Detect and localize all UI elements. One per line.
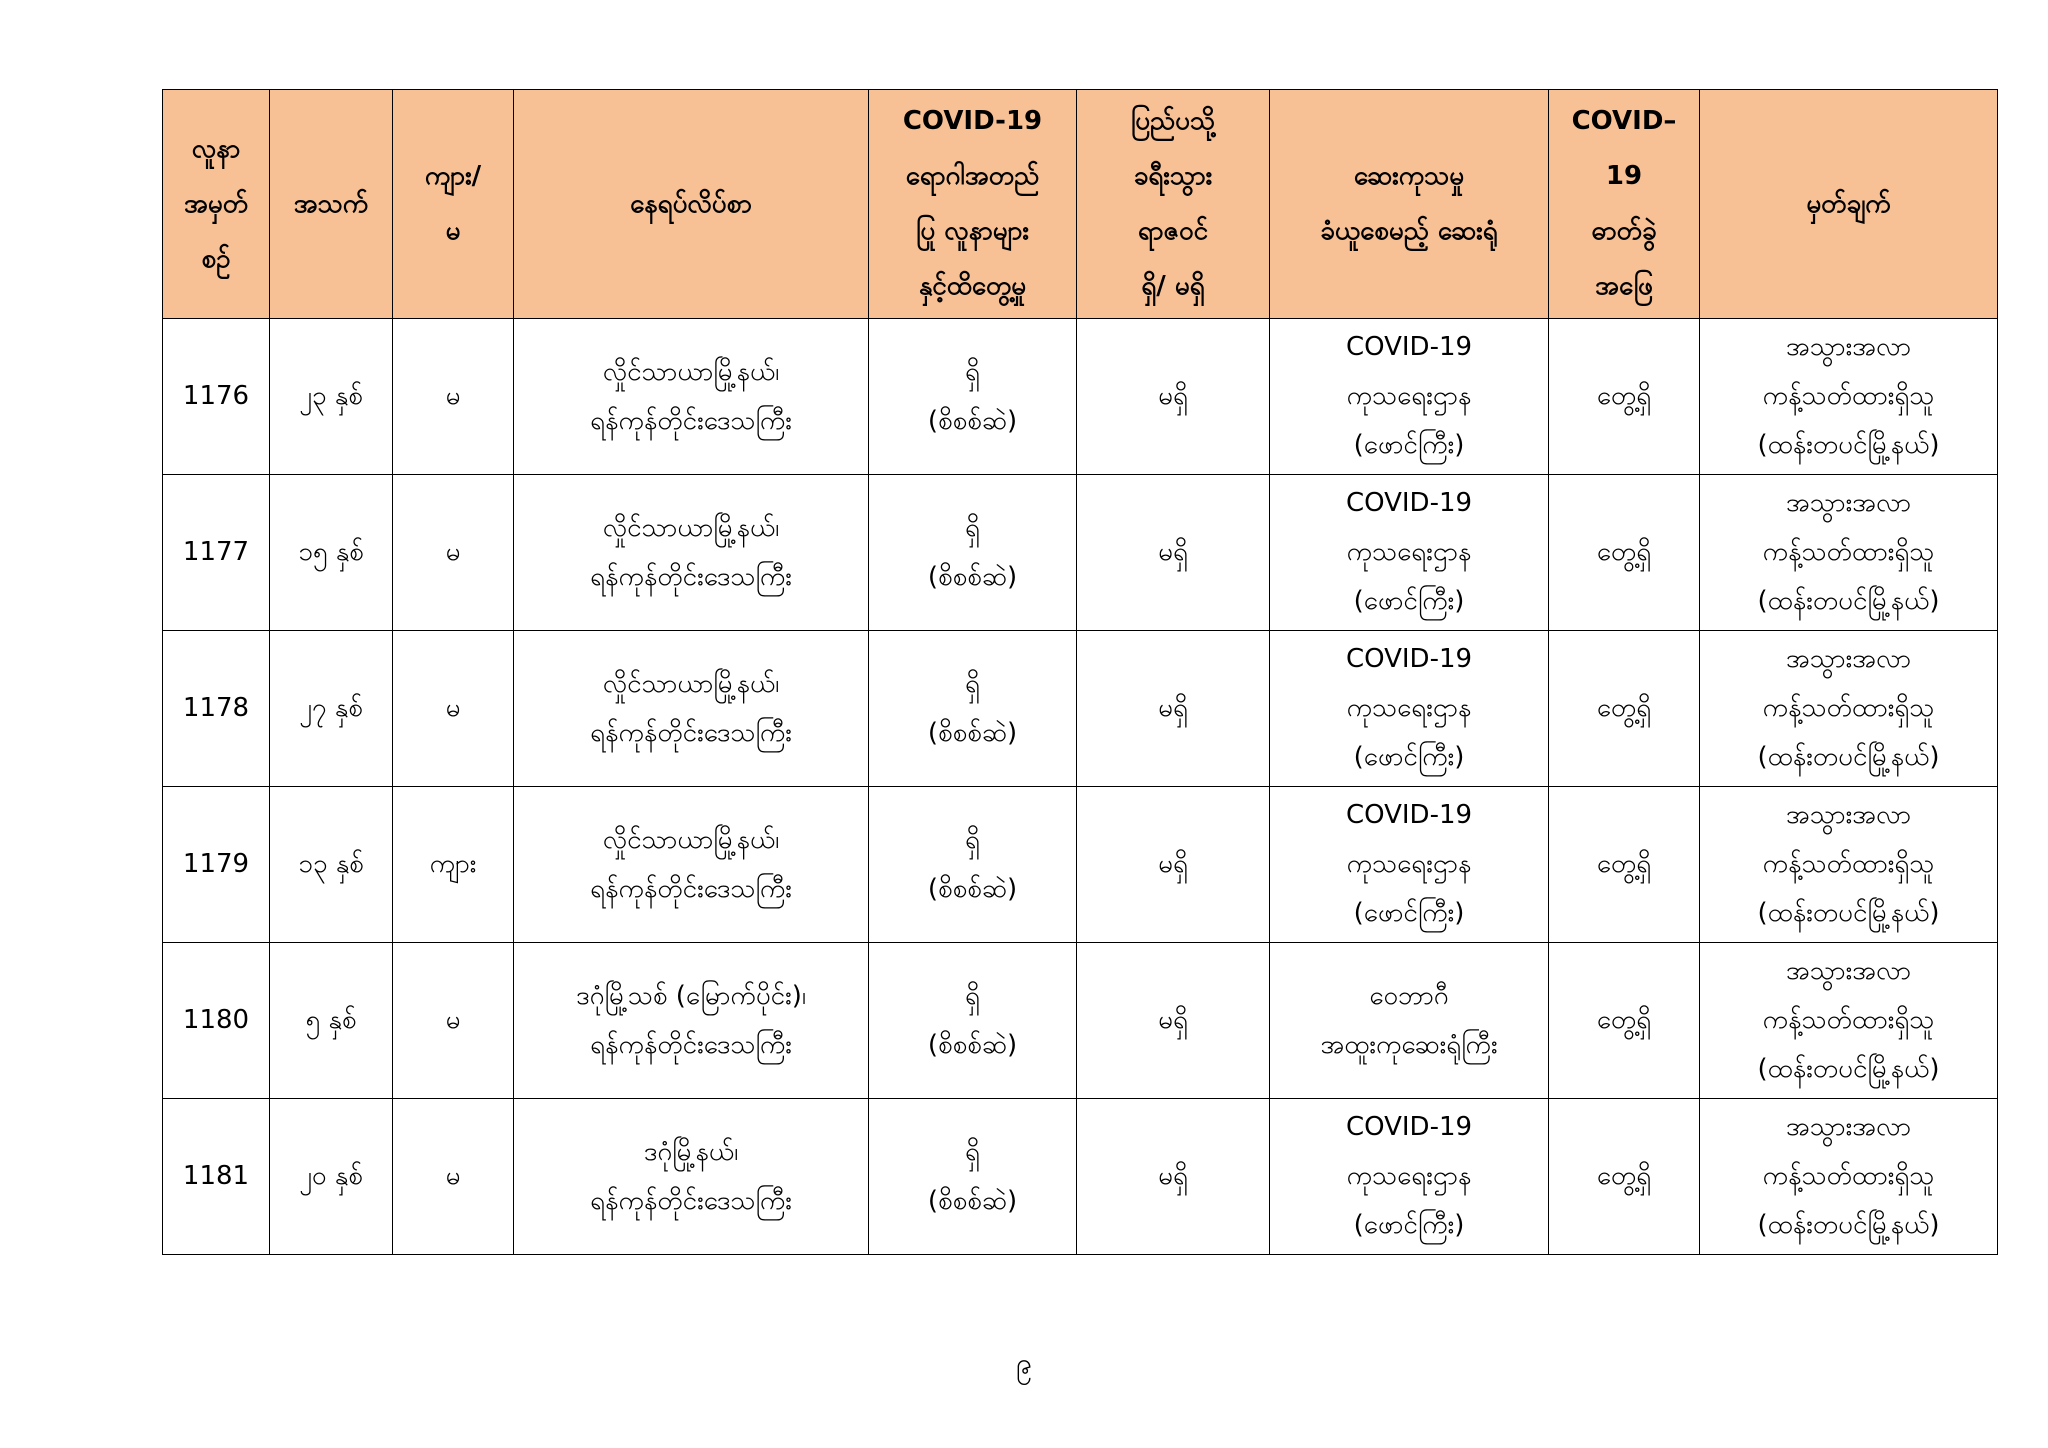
cell-line: ရှိ: [965, 668, 980, 699]
cell-line: COVID-19: [1345, 332, 1473, 362]
cell-contact: [869, 631, 1077, 787]
cell-line: အသွားအလာ: [1785, 956, 1912, 986]
cell-line: ကန့်သတ်ထားရှိသူ: [1762, 537, 1935, 567]
header-line: အသက်: [293, 188, 369, 219]
cell-line: ရှိ: [965, 980, 980, 1011]
header-remarks: [1700, 90, 1998, 319]
cell-sex: မ: [393, 319, 514, 475]
cell-line: အသွားအလာ: [1785, 800, 1912, 830]
cell-line: ရန်ကုန်တိုင်းဒေသကြီး: [590, 717, 792, 748]
cell-line: အသွားအလာ: [1785, 1112, 1912, 1142]
header-age: [270, 90, 393, 319]
cell-age: ၅ နှစ်: [270, 943, 393, 1099]
cell-lab-result: တွေ့ရှိ: [1549, 475, 1700, 631]
header-address: [514, 90, 869, 319]
cell-patient-no: 1179: [163, 787, 270, 943]
cell-contact: [869, 475, 1077, 631]
cell-line: ရှိ: [965, 356, 980, 387]
cell-age: ၁၅ နှစ်: [270, 475, 393, 631]
cell-travel-history: မရှိ: [1077, 943, 1270, 1099]
cell-line: COVID-19: [1345, 488, 1473, 518]
cell-line: ရန်ကုန်တိုင်းဒေသကြီး: [590, 405, 792, 436]
cell-line: (ထန်းတပင်မြို့နယ်): [1757, 430, 1940, 460]
header-line: နေရပ်လိပ်စာ: [630, 188, 752, 219]
cell-address: [514, 631, 869, 787]
cell-patient-no: 1181: [163, 1099, 270, 1255]
cell-lab-result: တွေ့ရှိ: [1549, 787, 1700, 943]
cell-sex: မ: [393, 475, 514, 631]
cell-contact: [869, 1099, 1077, 1255]
cell-hospital: [1270, 631, 1549, 787]
header-line: 19: [1605, 161, 1643, 191]
cell-travel-history: မရှိ: [1077, 475, 1270, 631]
header-line: ရှိ/ မရှိ: [1141, 271, 1205, 301]
table-row: [163, 475, 1998, 631]
cell-line: ကုသရေးဌာန: [1346, 1161, 1472, 1191]
table-row: [163, 1099, 1998, 1255]
cell-line: ဒဂုံမြို့နယ်၊: [643, 1136, 739, 1167]
header-line: COVID-19: [902, 106, 1043, 136]
header-line: ခရီးသွား: [1133, 161, 1213, 191]
cell-patient-no: 1180: [163, 943, 270, 1099]
cell-remarks: [1700, 319, 1998, 475]
cell-line: လှိုင်သာယာမြို့နယ်၊: [602, 356, 780, 387]
cell-contact: [869, 319, 1077, 475]
header-line: ကျား/: [424, 161, 482, 191]
cell-line: လှိုင်သာယာမြို့နယ်၊: [602, 824, 780, 855]
header-line: စဉ်: [201, 243, 231, 274]
cell-line: လှိုင်သာယာမြို့နယ်၊: [602, 668, 780, 699]
header-line: အဖြေ: [1595, 271, 1653, 301]
cell-line: (ဖောင်ကြီး): [1353, 742, 1465, 772]
cell-remarks: [1700, 943, 1998, 1099]
header-line: မှတ်ချက်: [1806, 188, 1891, 219]
cell-line: အသွားအလာ: [1785, 488, 1912, 518]
header-line: ခံယူစေမည့် ဆေးရုံ: [1320, 216, 1498, 246]
cell-hospital: [1270, 475, 1549, 631]
header-travel-history: [1077, 90, 1270, 319]
cell-address: [514, 1099, 869, 1255]
cell-remarks: [1700, 787, 1998, 943]
cell-sex: မ: [393, 943, 514, 1099]
cell-travel-history: မရှိ: [1077, 319, 1270, 475]
header-line: ပြု လူနာများ: [915, 216, 1030, 246]
cell-line: ကုသရေးဌာန: [1346, 381, 1472, 411]
cell-patient-no: 1177: [163, 475, 270, 631]
cell-line: ဒဂုံမြို့သစ် (မြောက်ပိုင်း)၊: [576, 980, 806, 1011]
header-line: အမှတ်: [183, 188, 249, 219]
cell-travel-history: မရှိ: [1077, 631, 1270, 787]
cell-patient-no: 1178: [163, 631, 270, 787]
cell-address: [514, 943, 869, 1099]
table-row: [163, 943, 1998, 1099]
cell-line: အထူးကုဆေးရုံကြီး: [1320, 1029, 1498, 1060]
cell-line: (ဖောင်ကြီး): [1353, 898, 1465, 928]
table-body: [163, 319, 1998, 1255]
cell-line: (ဖောင်ကြီး): [1353, 586, 1465, 616]
cell-line: (စိစစ်ဆဲ): [927, 561, 1018, 592]
cell-line: (ထန်းတပင်မြို့နယ်): [1757, 1210, 1940, 1240]
cell-line: ရန်ကုန်တိုင်းဒေသကြီး: [590, 561, 792, 592]
cell-line: (ထန်းတပင်မြို့နယ်): [1757, 742, 1940, 772]
cell-age: ၂၃ နှစ်: [270, 319, 393, 475]
header-line: COVID–: [1571, 106, 1677, 136]
cell-line: ကန့်သတ်ထားရှိသူ: [1762, 1005, 1935, 1035]
cell-line: (စိစစ်ဆဲ): [927, 1185, 1018, 1216]
cell-line: ကုသရေးဌာန: [1346, 849, 1472, 879]
cell-line: ရန်ကုန်တိုင်းဒေသကြီး: [590, 873, 792, 904]
cell-line: အသွားအလာ: [1785, 332, 1912, 362]
cell-travel-history: မရှိ: [1077, 787, 1270, 943]
cell-line: ကုသရေးဌာန: [1346, 693, 1472, 723]
cell-age: ၂၀ နှစ်: [270, 1099, 393, 1255]
cell-line: (ထန်းတပင်မြို့နယ်): [1757, 898, 1940, 928]
cell-line: COVID-19: [1345, 644, 1473, 674]
cell-remarks: [1700, 475, 1998, 631]
cell-line: COVID-19: [1345, 1112, 1473, 1142]
cell-line: လှိုင်သာယာမြို့နယ်၊: [602, 512, 780, 543]
cell-line: ကန့်သတ်ထားရှိသူ: [1762, 381, 1935, 411]
header-lab-result: [1549, 90, 1700, 319]
cell-line: ရန်ကုန်တိုင်းဒေသကြီး: [590, 1185, 792, 1216]
cell-sex: ကျား: [393, 787, 514, 943]
cell-address: [514, 787, 869, 943]
covid-cases-table: [162, 89, 1998, 1255]
cell-line: (ဖောင်ကြီး): [1353, 1210, 1465, 1240]
header-patient-no: [163, 90, 270, 319]
cell-hospital: [1270, 787, 1549, 943]
cell-line: ကုသရေးဌာန: [1346, 537, 1472, 567]
header-hospital: [1270, 90, 1549, 319]
cell-line: ဝေဘာဂီ: [1369, 980, 1449, 1011]
cell-address: [514, 475, 869, 631]
cell-lab-result: တွေ့ရှိ: [1549, 943, 1700, 1099]
cell-line: ရန်ကုန်တိုင်းဒေသကြီး: [590, 1029, 792, 1060]
table-row: [163, 631, 1998, 787]
cell-sex: မ: [393, 1099, 514, 1255]
cell-line: COVID-19: [1345, 800, 1473, 830]
cell-line: (ထန်းတပင်မြို့နယ်): [1757, 586, 1940, 616]
table-row: [163, 787, 1998, 943]
cell-lab-result: တွေ့ရှိ: [1549, 319, 1700, 475]
header-line: နှင့်ထိတွေ့မှု: [918, 271, 1027, 301]
header-line: ပြည်ပသို့: [1130, 106, 1216, 136]
header-sex: [393, 90, 514, 319]
cell-contact: [869, 787, 1077, 943]
cell-sex: မ: [393, 631, 514, 787]
cell-line: ကန့်သတ်ထားရှိသူ: [1762, 693, 1935, 723]
cell-contact: [869, 943, 1077, 1099]
cell-line: ကန့်သတ်ထားရှိသူ: [1762, 1161, 1935, 1191]
cell-line: (ထန်းတပင်မြို့နယ်): [1757, 1054, 1940, 1084]
cell-travel-history: မရှိ: [1077, 1099, 1270, 1255]
cell-line: ရှိ: [965, 512, 980, 543]
cell-remarks: [1700, 1099, 1998, 1255]
cell-line: အသွားအလာ: [1785, 644, 1912, 674]
table-header-row: [163, 90, 1998, 319]
header-line: ဆေးကုသမှု: [1353, 161, 1465, 191]
header-contact: [869, 90, 1077, 319]
cell-remarks: [1700, 631, 1998, 787]
cell-line: (စိစစ်ဆဲ): [927, 873, 1018, 904]
cell-hospital: [1270, 1099, 1549, 1255]
cell-line: ရှိ: [965, 824, 980, 855]
cell-line: (စိစစ်ဆဲ): [927, 1029, 1018, 1060]
cell-line: ရှိ: [965, 1136, 980, 1167]
header-line: ရာဇဝင်: [1137, 216, 1209, 246]
cell-line: ကန့်သတ်ထားရှိသူ: [1762, 849, 1935, 879]
cell-lab-result: တွေ့ရှိ: [1549, 1099, 1700, 1255]
table-row: [163, 319, 1998, 475]
cell-age: ၂၇ နှစ်: [270, 631, 393, 787]
page-number: ၉: [1016, 1347, 1032, 1380]
cell-hospital: [1270, 319, 1549, 475]
header-line: ဓာတ်ခွဲ: [1591, 216, 1657, 246]
header-line: လူနာ: [191, 133, 241, 164]
header-line: မ: [445, 216, 461, 246]
cell-lab-result: တွေ့ရှိ: [1549, 631, 1700, 787]
cell-hospital: [1270, 943, 1549, 1099]
cell-line: (စိစစ်ဆဲ): [927, 717, 1018, 748]
cell-line: (စိစစ်ဆဲ): [927, 405, 1018, 436]
cell-line: (ဖောင်ကြီး): [1353, 430, 1465, 460]
cell-patient-no: 1176: [163, 319, 270, 475]
header-line: ရောဂါအတည်: [905, 161, 1040, 191]
cell-age: ၁၃ နှစ်: [270, 787, 393, 943]
cell-address: [514, 319, 869, 475]
